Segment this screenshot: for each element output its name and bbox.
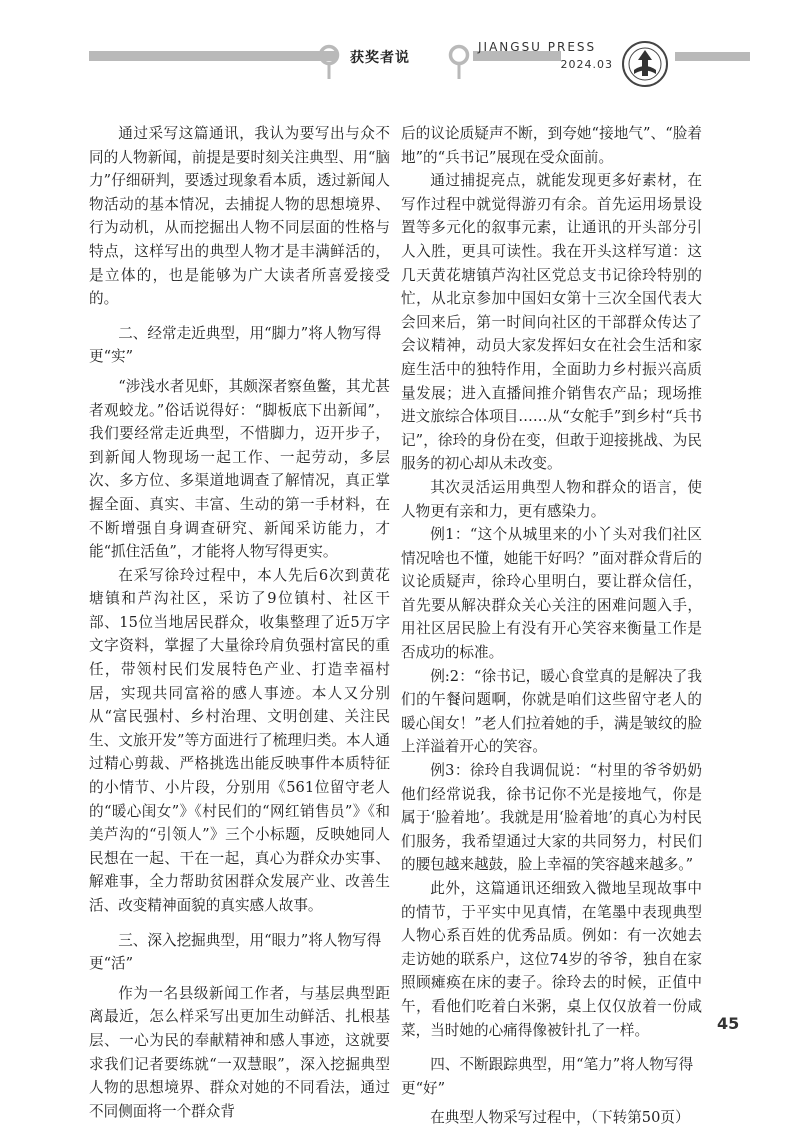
issue-number: 2024.03 xyxy=(560,58,613,71)
page-number: 45 xyxy=(717,1014,740,1033)
paragraph: 通过捕捉亮点，就能发现更多好素材，在写作过程中就觉得游刃有余。首先运用场景设置等多元化的叙事元素，让通讯的开头部分引人入胜，更具可读性。我在开头这样写道：这几天黄花塘镇芦沟社区党总支书记徐玲特别的忙，从北京参加中国妇女第十三次全国代表大会回来后，第一时间向社区的干部群众传达了会议精神，动员大家发挥妇女在社会生活和家庭生活中的独特作用，全面助力乡村振兴高质量发展；进入直播间推介销售农产品；现场推进文旅综合体项目……从“女舵手”到乡村“兵书记”，徐玲的身份在变，但敢于迎接挑战、为民服务的初心却从未改变。 xyxy=(401,172,702,473)
paragraph: 后的议论质疑声不断，到夸她“接地气”、“脸着地”的“兵书记”展现在受众面前。 xyxy=(401,125,702,166)
header-bar-left xyxy=(89,51,337,61)
section-title: 获奖者说 xyxy=(350,50,410,66)
paragraph: 例1：“这个从城里来的小丫头对我们社区情况啥也不懂，她能干好吗？”面对群众背后的议论质疑声，徐玲心里明白，要让群众信任，首先要从解决群众关心关注的困难问题入手，用社区居民脸上有没有开心笑容来衡量工作是否成功的标准。 xyxy=(401,526,702,662)
pin-icon xyxy=(318,44,340,80)
right-column xyxy=(401,122,702,1130)
section-heading: 二、经常走近典型，用“脚力”将人物写得更“实” xyxy=(89,324,382,366)
paragraph: 其次灵活运用典型人物和群众的语言，使人物更有亲和力，更有感染力。 xyxy=(401,478,702,520)
jiangsu-press-emblem-icon xyxy=(621,40,669,88)
paragraph: 通过采写这篇通讯，我认为要写出与众不同的人物新闻，前提是要时刻关注典型、用“脑力”仔细研判，要透过现象看本质，透过新闻人物活动的基本情况，去捕捉人物的思想境界、行为动机，从而挖掘出人物不同层面的性格与特点，这样写出的典型人物才是丰满鲜活的，是立体的，也是能够为广大读者所喜爱接受的。 xyxy=(89,125,390,308)
paragraph: 在采写徐玲过程中，本人先后6次到黄花塘镇和芦沟社区，采访了9位镇村、社区干部、15位当地居民群众，收集整理了近5万字文字资料，掌握了大量徐玲肩负强村富民的重任，带领村民们发展特色产业、打造幸福村居，实现共同富裕的感人事迹。本人又分别从“富民强村、乡村治理、文明创建、关注民生、文旅开发”等方面进行了梳理归类。本人通过精心剪裁、严格挑选出能反映事件本质特征的小情节、小片段，分别用《561位留守老人的“暖心闺女”》《村民们的“网红销售员”》《和美芦沟的“引领人”》三个小标题，反映她同人民想在一起、干在一起，真心为群众办实事、解难事，全力帮助贫困群众发展产业、改善生活、改变精神面貌的真实感人故事。 xyxy=(89,566,390,914)
header-bar-far-right xyxy=(675,52,750,61)
left-column xyxy=(89,122,390,1123)
section-heading: 三、深入挖掘典型，用“眼力”将人物写得更“活” xyxy=(89,931,382,973)
paragraph: 例3：徐玲自我调侃说：“村里的爷爷奶奶他们经常说我，徐书记你不光是接地气，你是属于‘脸着地’。我就是用‘脸着地’的真心为村民们服务，我希望通过大家的共同努力，村民们的腰包越来越鼓，脸上幸福的笑容越来越多。” xyxy=(401,762,702,874)
pin-icon xyxy=(448,44,470,80)
paragraph: 在典型人物采写过程中，（下转第50页） xyxy=(430,1109,690,1127)
paragraph: “涉浅水者见虾，其颇深者察鱼鳖，其尤甚者观蛟龙。”俗话说得好：“脚板底下出新闻”，我们要经常走近典型，不惜脚力，迈开步子，到新闻人物现场一起工作、一起劳动，多层次、多方位、多渠道地调查了解情况，真正掌握全面、真实、丰富、生动的第一手材料，在不断增强自身调查研究、新闻采访能力，才能“抓住活鱼”，才能将人物写得更实。 xyxy=(89,377,390,561)
paragraph: 作为一名县级新闻工作者，与基层典型距离最近，怎么样采写出更加生动鲜活、扎根基层、一心为民的奉献精神和感人事迹，这就要求我们记者要练就“一双慧眼”，深入挖掘典型人物的思想境界、群众对她的不同看法，通过不同侧面将一个群众背 xyxy=(89,984,390,1120)
press-name: JIANGSU PRESS xyxy=(478,40,597,54)
paragraph: 此外，这篇通讯还细致入微地呈现故事中的情节，于平实中见真情，在笔墨中表现典型人物心系百姓的优秀品质。例如：有一次她去走访她的联系户，这位74岁的爷爷，独自在家照顾瘫痪在床的妻子。徐玲去的时候，正值中午，看他们吃着白米粥，桌上仅仅放着一份咸菜，当时她的心痛得像被针扎了一样。 xyxy=(401,880,702,1039)
section-heading: 四、不断跟踪典型，用“笔力”将人物写得更“好” xyxy=(401,1056,694,1097)
paragraph: 例:2：“徐书记，暖心食堂真的是解决了我们的午餐问题啊，你就是咱们这些留守老人的暖心闺女！”老人们拉着她的手，满是皱纹的脸上洋溢着开心的笑容。 xyxy=(401,667,702,756)
